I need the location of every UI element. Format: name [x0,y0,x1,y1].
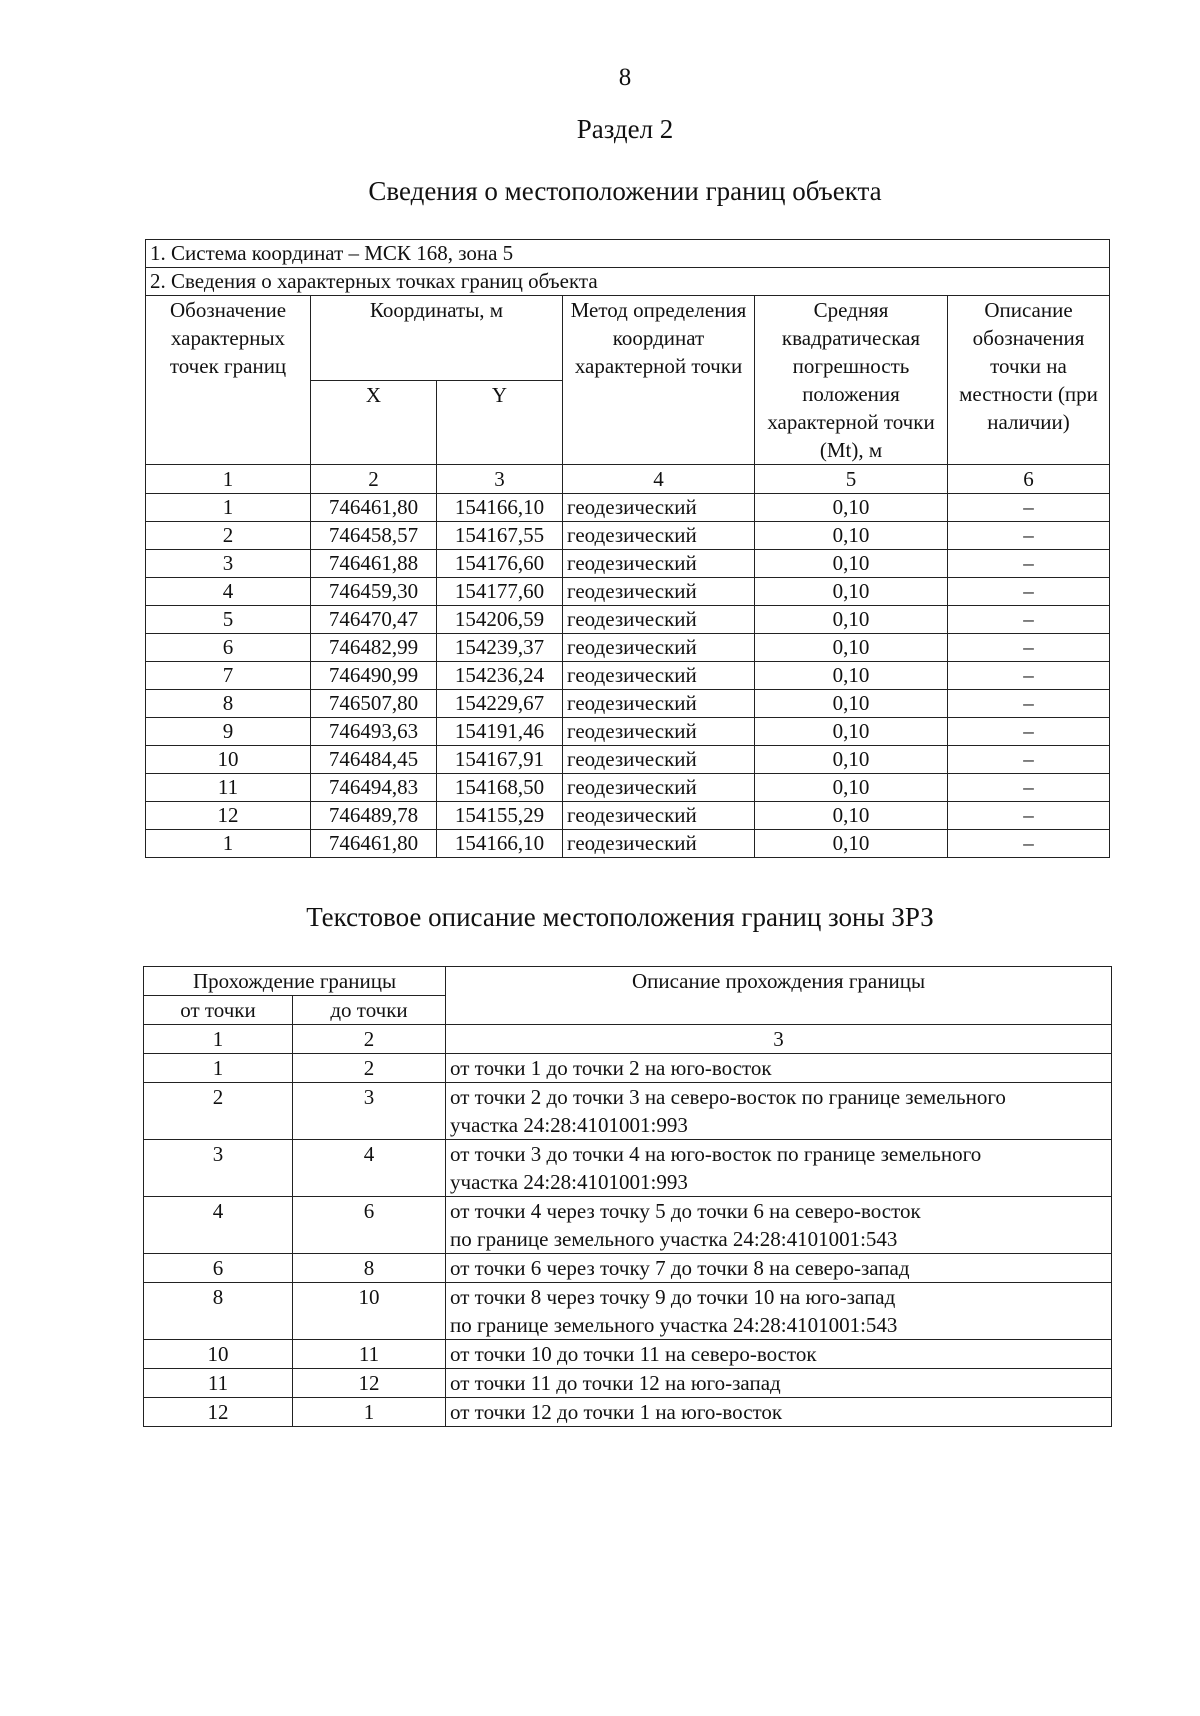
from-point-cell: 8 [144,1283,293,1340]
x-coordinate-cell: 746494,83 [311,774,437,802]
from-point-cell: 2 [144,1083,293,1140]
point-id-cell: 4 [146,578,311,606]
coordinates-table [145,239,1110,858]
passage-description-line: от точки 8 через точку 9 до точки 10 на юго-запад [450,1285,896,1309]
point-description-cell: – [948,494,1110,522]
to-point-cell: 8 [293,1254,446,1283]
to-point-cell: 1 [293,1398,446,1427]
error-cell: 0,10 [755,718,948,746]
to-point-cell: 2 [293,1054,446,1083]
passage-description-line: от точки 10 до точки 11 на северо-восток [450,1342,817,1366]
column-number: 2 [293,1025,446,1054]
from-point-cell: 1 [144,1054,293,1083]
table-row [144,1398,1112,1427]
method-cell: геодезический [563,606,755,634]
y-coordinate-cell: 154229,67 [437,690,563,718]
passage-description-cell [446,1197,1112,1254]
table-row [146,774,1110,802]
point-description-cell: – [948,774,1110,802]
header-passage-description: Описание прохождения границы [446,967,1112,1025]
table-row [146,830,1110,858]
from-point-cell: 12 [144,1398,293,1427]
column-number: 2 [311,465,437,494]
from-point-cell: 10 [144,1340,293,1369]
y-coordinate-cell: 154168,50 [437,774,563,802]
error-cell: 0,10 [755,802,948,830]
method-cell: геодезический [563,522,755,550]
y-coordinate-cell: 154177,60 [437,578,563,606]
table-row [146,746,1110,774]
error-cell: 0,10 [755,746,948,774]
y-coordinate-cell: 154206,59 [437,606,563,634]
page-number: 8 [618,64,632,91]
point-id-cell: 12 [146,802,311,830]
table-row [146,718,1110,746]
header-from-point: от точки [144,996,293,1025]
table-row [144,1197,1112,1254]
method-cell: геодезический [563,774,755,802]
error-cell: 0,10 [755,494,948,522]
method-cell: геодезический [563,494,755,522]
table-row [146,494,1110,522]
passage-description-line: от точки 2 до точки 3 на северо-восток по границе земельного [450,1085,1006,1109]
passage-description-line: от точки 12 до точки 1 на юго-восток [450,1400,783,1424]
x-coordinate-cell: 746482,99 [311,634,437,662]
to-point-cell: 10 [293,1283,446,1340]
passage-description-line: по границе земельного участка 24:28:4101001:543 [450,1313,898,1337]
method-cell: геодезический [563,718,755,746]
column-number: 6 [948,465,1110,494]
x-coordinate-cell: 746507,80 [311,690,437,718]
method-cell: геодезический [563,550,755,578]
header-coordinates: Координаты, м [311,296,563,381]
y-coordinate-cell: 154236,24 [437,662,563,690]
column-number: 3 [446,1025,1112,1054]
x-coordinate-cell: 746490,99 [311,662,437,690]
point-description-cell: – [948,634,1110,662]
passage-description-cell [446,1283,1112,1340]
x-coordinate-cell: 746470,47 [311,606,437,634]
point-description-cell: – [948,522,1110,550]
error-cell: 0,10 [755,690,948,718]
point-id-cell: 1 [146,830,311,858]
point-id-cell: 10 [146,746,311,774]
error-cell: 0,10 [755,522,948,550]
x-coordinate-cell: 746461,80 [311,494,437,522]
point-description-cell: – [948,550,1110,578]
table-row [146,690,1110,718]
passage-description-cell [446,1083,1112,1140]
y-coordinate-cell: 154155,29 [437,802,563,830]
point-id-cell: 1 [146,494,311,522]
passage-description-line: участка 24:28:4101001:993 [450,1113,688,1137]
header-method: Метод определения координат характерной точки [563,296,755,465]
from-point-cell: 4 [144,1197,293,1254]
passage-description-line: от точки 11 до точки 12 на юго-запад [450,1371,781,1395]
header-designation: Обозначение характерных точек границ [146,296,311,465]
passage-description-line: от точки 1 до точки 2 на юго-восток [450,1056,772,1080]
y-coordinate-cell: 154166,10 [437,830,563,858]
table-row [146,662,1110,690]
column-number: 4 [563,465,755,494]
point-description-cell: – [948,746,1110,774]
point-id-cell: 6 [146,634,311,662]
method-cell: геодезический [563,802,755,830]
point-description-cell: – [948,690,1110,718]
error-cell: 0,10 [755,634,948,662]
to-point-cell: 6 [293,1197,446,1254]
x-coordinate-cell: 746484,45 [311,746,437,774]
error-cell: 0,10 [755,830,948,858]
x-coordinate-cell: 746458,57 [311,522,437,550]
method-cell: геодезический [563,578,755,606]
point-description-cell: – [948,830,1110,858]
passage-description-line: по границе земельного участка 24:28:4101001:543 [450,1227,898,1251]
table-row [146,634,1110,662]
passage-description-line: от точки 4 через точку 5 до точки 6 на северо-восток [450,1199,921,1223]
table-row [144,1369,1112,1398]
column-number: 1 [144,1025,293,1054]
header-x: X [311,380,437,465]
method-cell: геодезический [563,830,755,858]
point-id-cell: 11 [146,774,311,802]
document-title: Сведения о местоположении границ объекта [368,176,882,206]
header-to-point: до точки [293,996,446,1025]
error-cell: 0,10 [755,578,948,606]
passage-description-line: от точки 6 через точку 7 до точки 8 на северо-запад [450,1256,910,1280]
from-point-cell: 6 [144,1254,293,1283]
point-description-cell: – [948,662,1110,690]
passage-description-cell [446,1340,1112,1369]
section-title: Раздел 2 [576,114,674,144]
table-row [144,1340,1112,1369]
passage-description-cell [446,1369,1112,1398]
passage-description-line: участка 24:28:4101001:993 [450,1170,688,1194]
table-row [146,550,1110,578]
point-id-cell: 8 [146,690,311,718]
column-number: 5 [755,465,948,494]
x-coordinate-cell: 746461,88 [311,550,437,578]
point-description-cell: – [948,606,1110,634]
passage-description-cell [446,1054,1112,1083]
from-point-cell: 11 [144,1369,293,1398]
to-point-cell: 3 [293,1083,446,1140]
error-cell: 0,10 [755,550,948,578]
y-coordinate-cell: 154176,60 [437,550,563,578]
to-point-cell: 12 [293,1369,446,1398]
table-row [146,578,1110,606]
point-id-cell: 7 [146,662,311,690]
x-coordinate-cell: 746459,30 [311,578,437,606]
coordinate-system-line: 1. Система координат – МСК 168, зона 5 [146,240,1110,268]
table-row [146,802,1110,830]
passage-description-cell [446,1398,1112,1427]
method-cell: геодезический [563,662,755,690]
column-number: 3 [437,465,563,494]
point-description-cell: – [948,802,1110,830]
point-id-cell: 5 [146,606,311,634]
table-row [144,1254,1112,1283]
header-y: Y [437,380,563,465]
point-id-cell: 2 [146,522,311,550]
y-coordinate-cell: 154167,55 [437,522,563,550]
passage-description-cell [446,1140,1112,1197]
table-row [144,1083,1112,1140]
y-coordinate-cell: 154166,10 [437,494,563,522]
header-passage: Прохождение границы [144,967,446,996]
method-cell: геодезический [563,634,755,662]
point-description-cell: – [948,578,1110,606]
header-description: Описание обозначения точки на местности (при наличии) [948,296,1110,465]
characteristic-points-line: 2. Сведения о характерных точках границ объекта [146,268,1110,296]
text-description-title: Текстовое описание местоположения границ зоны ЗРЗ [306,902,934,932]
method-cell: геодезический [563,690,755,718]
point-id-cell: 3 [146,550,311,578]
table-row [144,1283,1112,1340]
to-point-cell: 11 [293,1340,446,1369]
method-cell: геодезический [563,746,755,774]
y-coordinate-cell: 154167,91 [437,746,563,774]
table-row [144,1054,1112,1083]
passage-description-cell [446,1254,1112,1283]
x-coordinate-cell: 746489,78 [311,802,437,830]
table-row [146,522,1110,550]
point-id-cell: 9 [146,718,311,746]
x-coordinate-cell: 746493,63 [311,718,437,746]
boundary-segments-table [143,966,1112,1427]
point-description-cell: – [948,718,1110,746]
x-coordinate-cell: 746461,80 [311,830,437,858]
header-error: Средняя квадратическая погрешность положения характерной точки (Mt), м [755,296,948,465]
table-row [144,1140,1112,1197]
error-cell: 0,10 [755,662,948,690]
y-coordinate-cell: 154239,37 [437,634,563,662]
from-point-cell: 3 [144,1140,293,1197]
error-cell: 0,10 [755,606,948,634]
y-coordinate-cell: 154191,46 [437,718,563,746]
error-cell: 0,10 [755,774,948,802]
to-point-cell: 4 [293,1140,446,1197]
passage-description-line: от точки 3 до точки 4 на юго-восток по границе земельного [450,1142,982,1166]
table-row [146,606,1110,634]
column-number: 1 [146,465,311,494]
